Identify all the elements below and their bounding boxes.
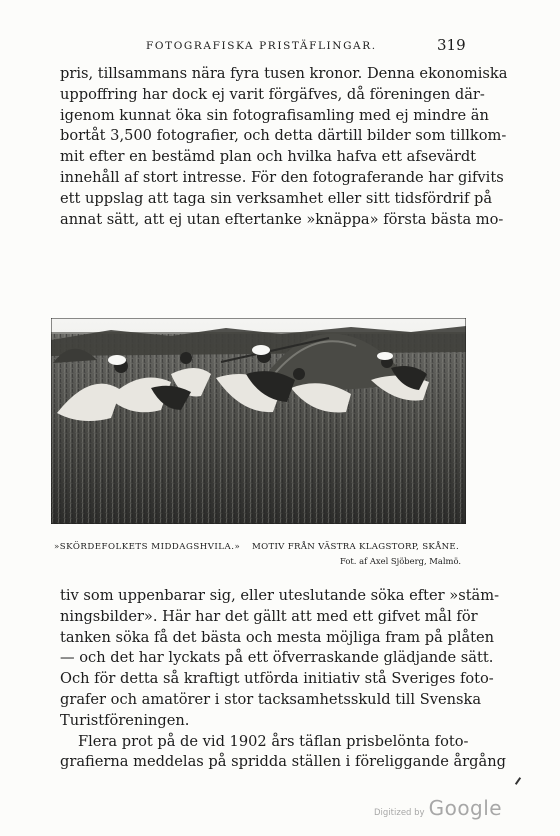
text-line: igenom kunnat öka sin fotografisamling med ej mindre än [60, 106, 489, 124]
text-line: grafer och amatörer i stor tacksamhetsskuld till Svenska [60, 690, 482, 708]
text-line: uppoffring har dock ej varit förgäfves, då föreningen där- [60, 85, 485, 103]
scan-mark [515, 777, 521, 785]
text-line: annat sätt, att ej utan eftertanke »knäppa» första bästa mo- [60, 210, 504, 228]
text-line: Turistföreningen. [60, 711, 190, 729]
page-number: 319 [437, 36, 466, 54]
text-line: ningsbilder». Här har det gällt att med ett gifvet mål för [60, 607, 478, 625]
text-line: mit efter en bestämd plan och hvilka hafva ett afsevärdt [60, 148, 477, 166]
figure-caption-title: »SKÖRDEFOLKETS MIDDAGSHVILA.» [54, 542, 241, 552]
running-title: FOTOGRAFISKA PRISTÄFLINGAR. [146, 40, 377, 52]
text-line: — och det har lyckats på ett öfverraskande glädjande sätt. [60, 649, 494, 667]
text-line: innehåll af stort intresse. För den fotograferande har gifvits [60, 168, 504, 186]
text-line: bortåt 3,500 fotografier, och detta därtill bilder som tillkom- [60, 127, 507, 145]
text-line: ett uppslag att taga sin verksamhet eller sitt tidsfördrif på [60, 189, 493, 207]
text-line: tanken söka få det bästa och mesta möjliga fram på plåten [60, 628, 495, 646]
body-text-bottom [60, 586, 506, 773]
text-line: Och för detta så kraftigt utförda initiativ stå Sveriges foto- [60, 670, 494, 688]
text-line: tiv som uppenbarar sig, eller uteslutande söka efter »stäm- [60, 587, 500, 604]
watermark-prefix: Digitized by [374, 808, 425, 818]
google-logo: Google [428, 796, 503, 820]
figure-caption-location: MOTIV FRÅN VÄSTRA KLAGSTORP, SKÅNE. [252, 542, 460, 552]
digitized-watermark [374, 796, 502, 820]
text-line: grafierna meddelas på spridda ställen i föreliggande årgång [60, 753, 506, 771]
body-text-top [60, 64, 508, 230]
photo-credit: Fot. af Axel Sjöberg, Malmö. [340, 556, 462, 566]
text-line: pris, tillsammans nära fyra tusen kronor. Denna ekonomiska [60, 65, 508, 82]
text-line: Flera prot på de vid 1902 års täflan prisbelönta foto- [78, 732, 469, 750]
harvest-photo [51, 318, 466, 524]
